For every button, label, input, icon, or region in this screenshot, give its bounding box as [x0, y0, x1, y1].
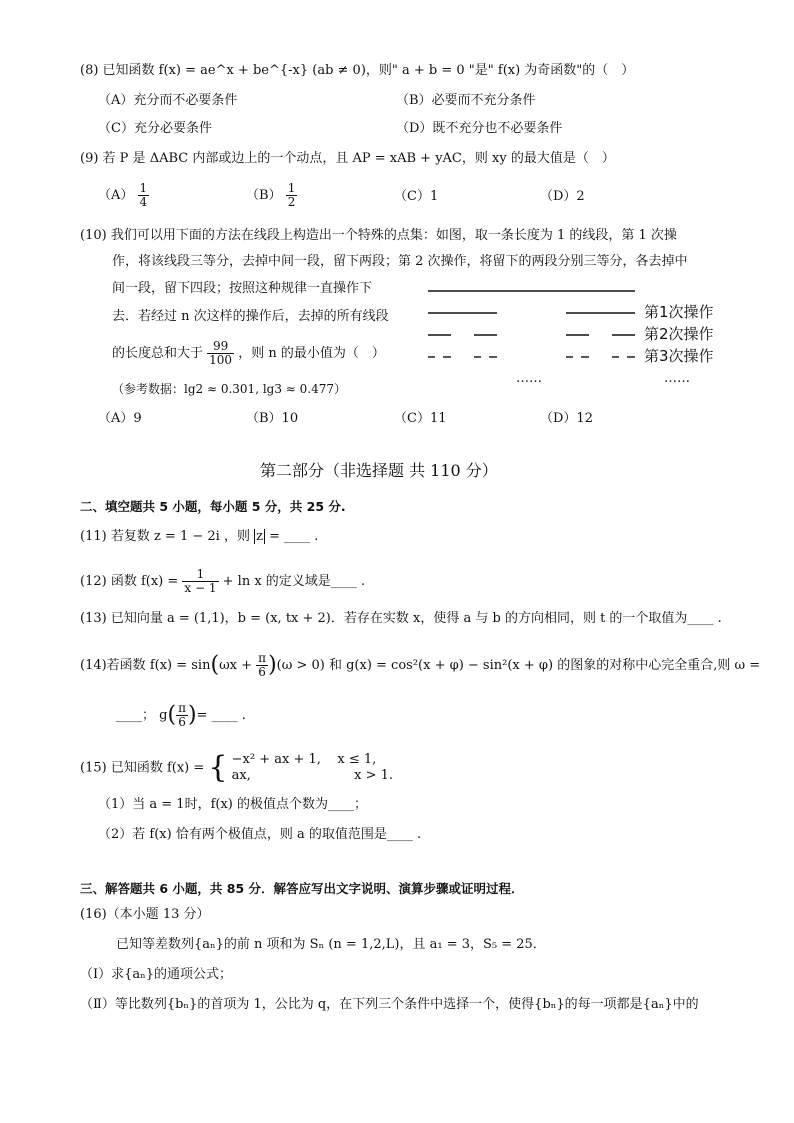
- q8-option-d: （D）既不充分也不必要条件: [396, 121, 563, 136]
- label-operation-3: 第3次操作: [644, 347, 714, 365]
- q9-stem: (9) 若 P 是 ΔABC 内部或边上的一个动点，且 AP = xAB + yAC，则 xy 的最大值是（ ）: [80, 151, 615, 166]
- q8-option-b: （B）必要而不充分条件: [396, 93, 536, 108]
- q9-option-a: [98, 182, 149, 209]
- q14-line-2: ____； g( $\frac{\pi}{6}$ )= ____ .: [116, 701, 246, 729]
- q9-option-b-fraction: $\frac{1}{2}$: [287, 181, 296, 209]
- q11: (11) 若复数 z = 1 − 2i ，则 z = ____ .: [80, 529, 319, 544]
- ellipsis-left: ……: [516, 371, 542, 386]
- q11-modulus: z: [256, 529, 263, 544]
- q9-option-b: [246, 182, 297, 209]
- label-operation-2: 第2次操作: [644, 325, 714, 343]
- q10-reference-data: （参考数据：lg2 ≈ 0.301, lg3 ≈ 0.477）: [112, 382, 347, 396]
- q10-option-b: （B）10: [246, 411, 299, 426]
- q10-line-3: 间一段，留下四段；按照这种规律一直操作下: [112, 281, 373, 296]
- q10-line-5: 的长度总和大于 $\frac{99}{100}$ ，则 n 的最小值为（ ）: [112, 339, 385, 367]
- q10-option-c: （C）11: [394, 411, 447, 426]
- q14-g-argument: $\frac{\pi}{6}$: [178, 701, 186, 729]
- q15-sub-1: （1）当 a = 1时，f(x) 的极值点个数为____；: [98, 797, 368, 812]
- part-two-title: 第二部分（非选择题 共 110 分）: [260, 461, 498, 480]
- q9-option-a-fraction: $\frac{1}{4}$: [139, 181, 148, 209]
- q16-line-1: 已知等差数列{aₙ}的前 n 项和为 Sₙ (n = 1,2,L)，且 a₁ = 3，S₅ = 25．: [116, 937, 546, 952]
- q10-fraction: $\frac{99}{100}$: [209, 339, 233, 367]
- q15-stem: (15) 已知函数 f(x) = { −x² + ax + 1, x ≤ 1, ax, x > 1.: [80, 750, 394, 785]
- q14-line-1: (14)若函数 f(x) = sin(ωx + $\frac{\pi}{6}$ )(ω > 0) 和 g(x) = cos²(x + φ) − sin²(x + φ) 的图象的对称中心完全重合,则 ω =: [80, 651, 761, 679]
- q10-line-1: (10) 我们可以用下面的方法在线段上构造出一个特殊的点集：如图，取一条长度为 1 的线段，第 1 次操: [80, 228, 677, 243]
- q14-pi-over-six: $\frac{\pi}{6}$: [258, 651, 267, 679]
- q8-stem: (8) 已知函数 f(x) = ae^x + be^{-x} (ab ≠ 0)，则" a + b = 0 "是" f(x) 为奇函数"的（ ）: [80, 63, 635, 78]
- q15-piecewise: −x² + ax + 1, x ≤ 1, ax, x > 1.: [231, 752, 394, 783]
- section-three-heading: 三、解答题共 6 小题，共 85 分．解答应写出文字说明、演算步骤或证明过程．: [80, 881, 524, 896]
- q10-option-a: （A）9: [98, 411, 142, 426]
- q12-fraction: $\frac{1}{x - 1}$: [184, 567, 217, 595]
- q16-heading: (16)（本小题 13 分）: [80, 907, 210, 922]
- ellipsis-right: ……: [664, 371, 690, 386]
- q10-option-d: （D）12: [540, 411, 593, 426]
- q9-option-c: （C）1: [394, 189, 439, 204]
- q8-option-c: （C）充分必要条件: [98, 121, 212, 136]
- section-two-heading: 二、填空题共 5 小题，每小题 5 分，共 25 分.: [80, 499, 346, 514]
- q12: (12) 函数 f(x) = $\frac{1}{x - 1}$ + ln x 的定义域是____ .: [80, 567, 366, 595]
- q8-option-a: （A）充分而不必要条件: [98, 93, 238, 108]
- label-operation-1: 第1次操作: [644, 303, 714, 321]
- q16-part-1: （Ⅰ）求{aₙ}的通项公式；: [80, 967, 233, 982]
- q10-line-2: 作，将该线段三等分，去掉中间一段，留下两段；第 2 次操作，将留下的两段分别三等分，各去掉中: [112, 254, 688, 269]
- q9-option-b-label: （B）: [246, 188, 282, 203]
- q9-option-a-label: （A）: [98, 188, 134, 203]
- q10-line-4: 去．若经过 n 次这样的操作后，去掉的所有线段: [112, 309, 389, 324]
- q9-option-d: （D）2: [540, 189, 585, 204]
- q13: (13) 已知向量 a = (1,1)，b = (x, tx + 2)．若存在实数 x，使得 a 与 b 的方向相同，则 t 的一个取值为____ .: [80, 611, 722, 626]
- q15-sub-2: （2）若 f(x) 恰有两个极值点，则 a 的取值范围是____ .: [98, 827, 422, 842]
- q16-part-2: （Ⅱ）等比数列{bₙ}的首项为 1，公比为 q，在下列三个条件中选择一个，使得{bₙ}的每一项都是{aₙ}中的: [80, 997, 699, 1012]
